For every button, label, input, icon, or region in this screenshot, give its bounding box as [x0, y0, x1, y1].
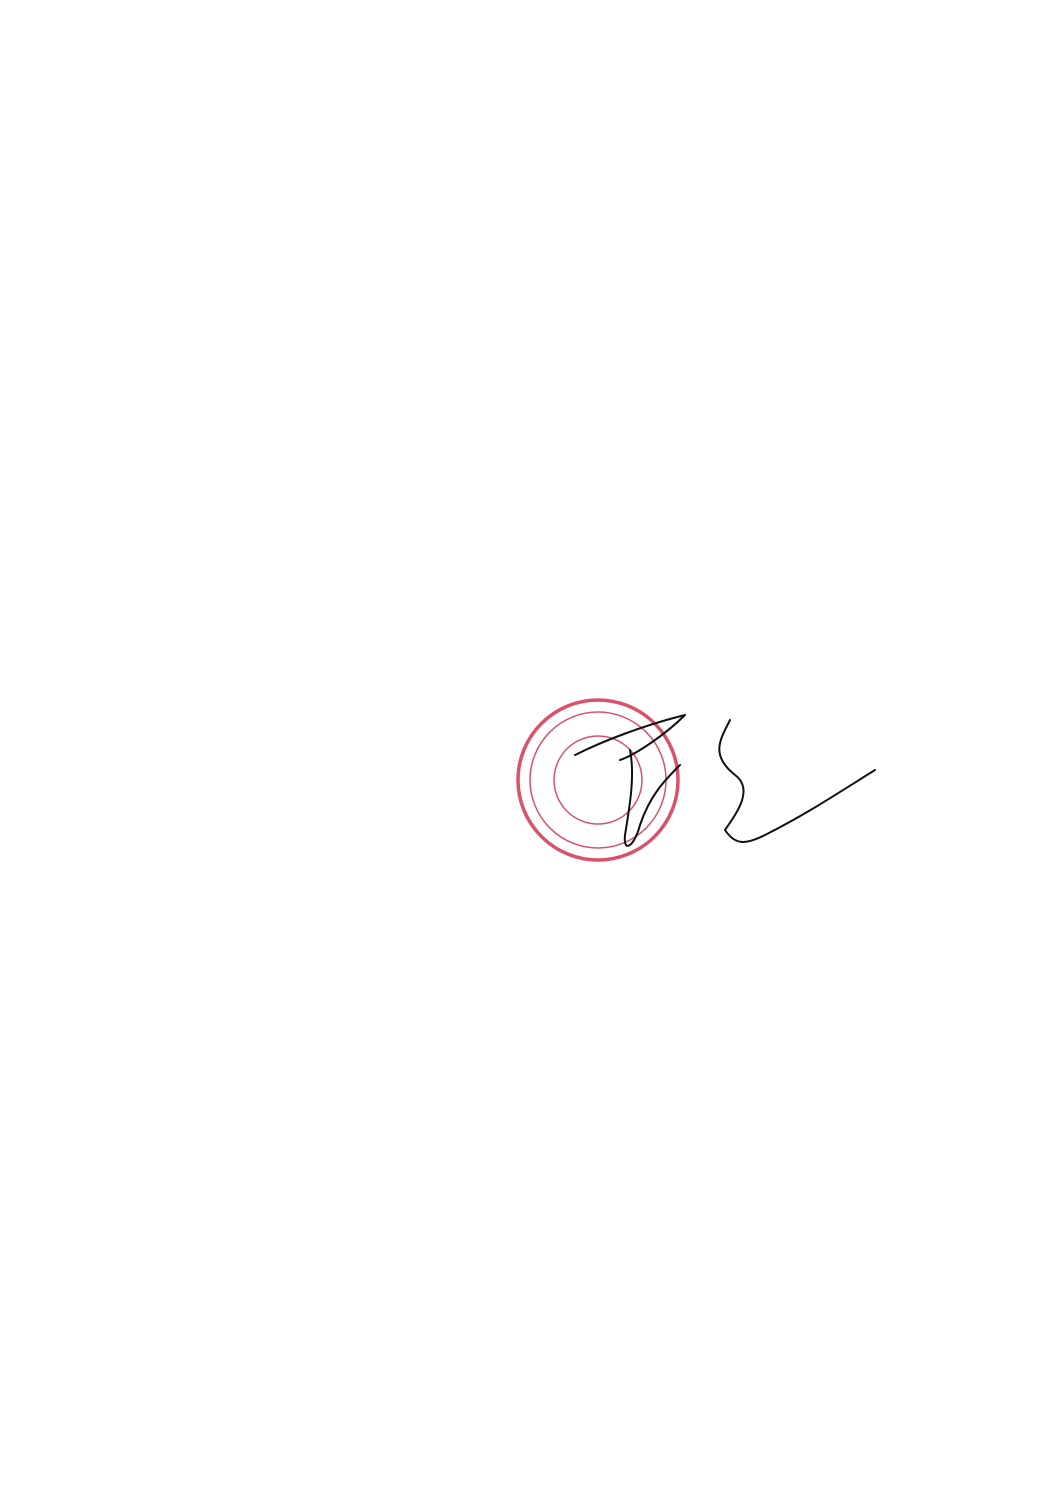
- stamp-and-signature: [505, 695, 885, 875]
- document-body: [153, 100, 980, 108]
- official-seal-icon: [505, 695, 885, 875]
- handwritten-signature-icon: [575, 715, 875, 846]
